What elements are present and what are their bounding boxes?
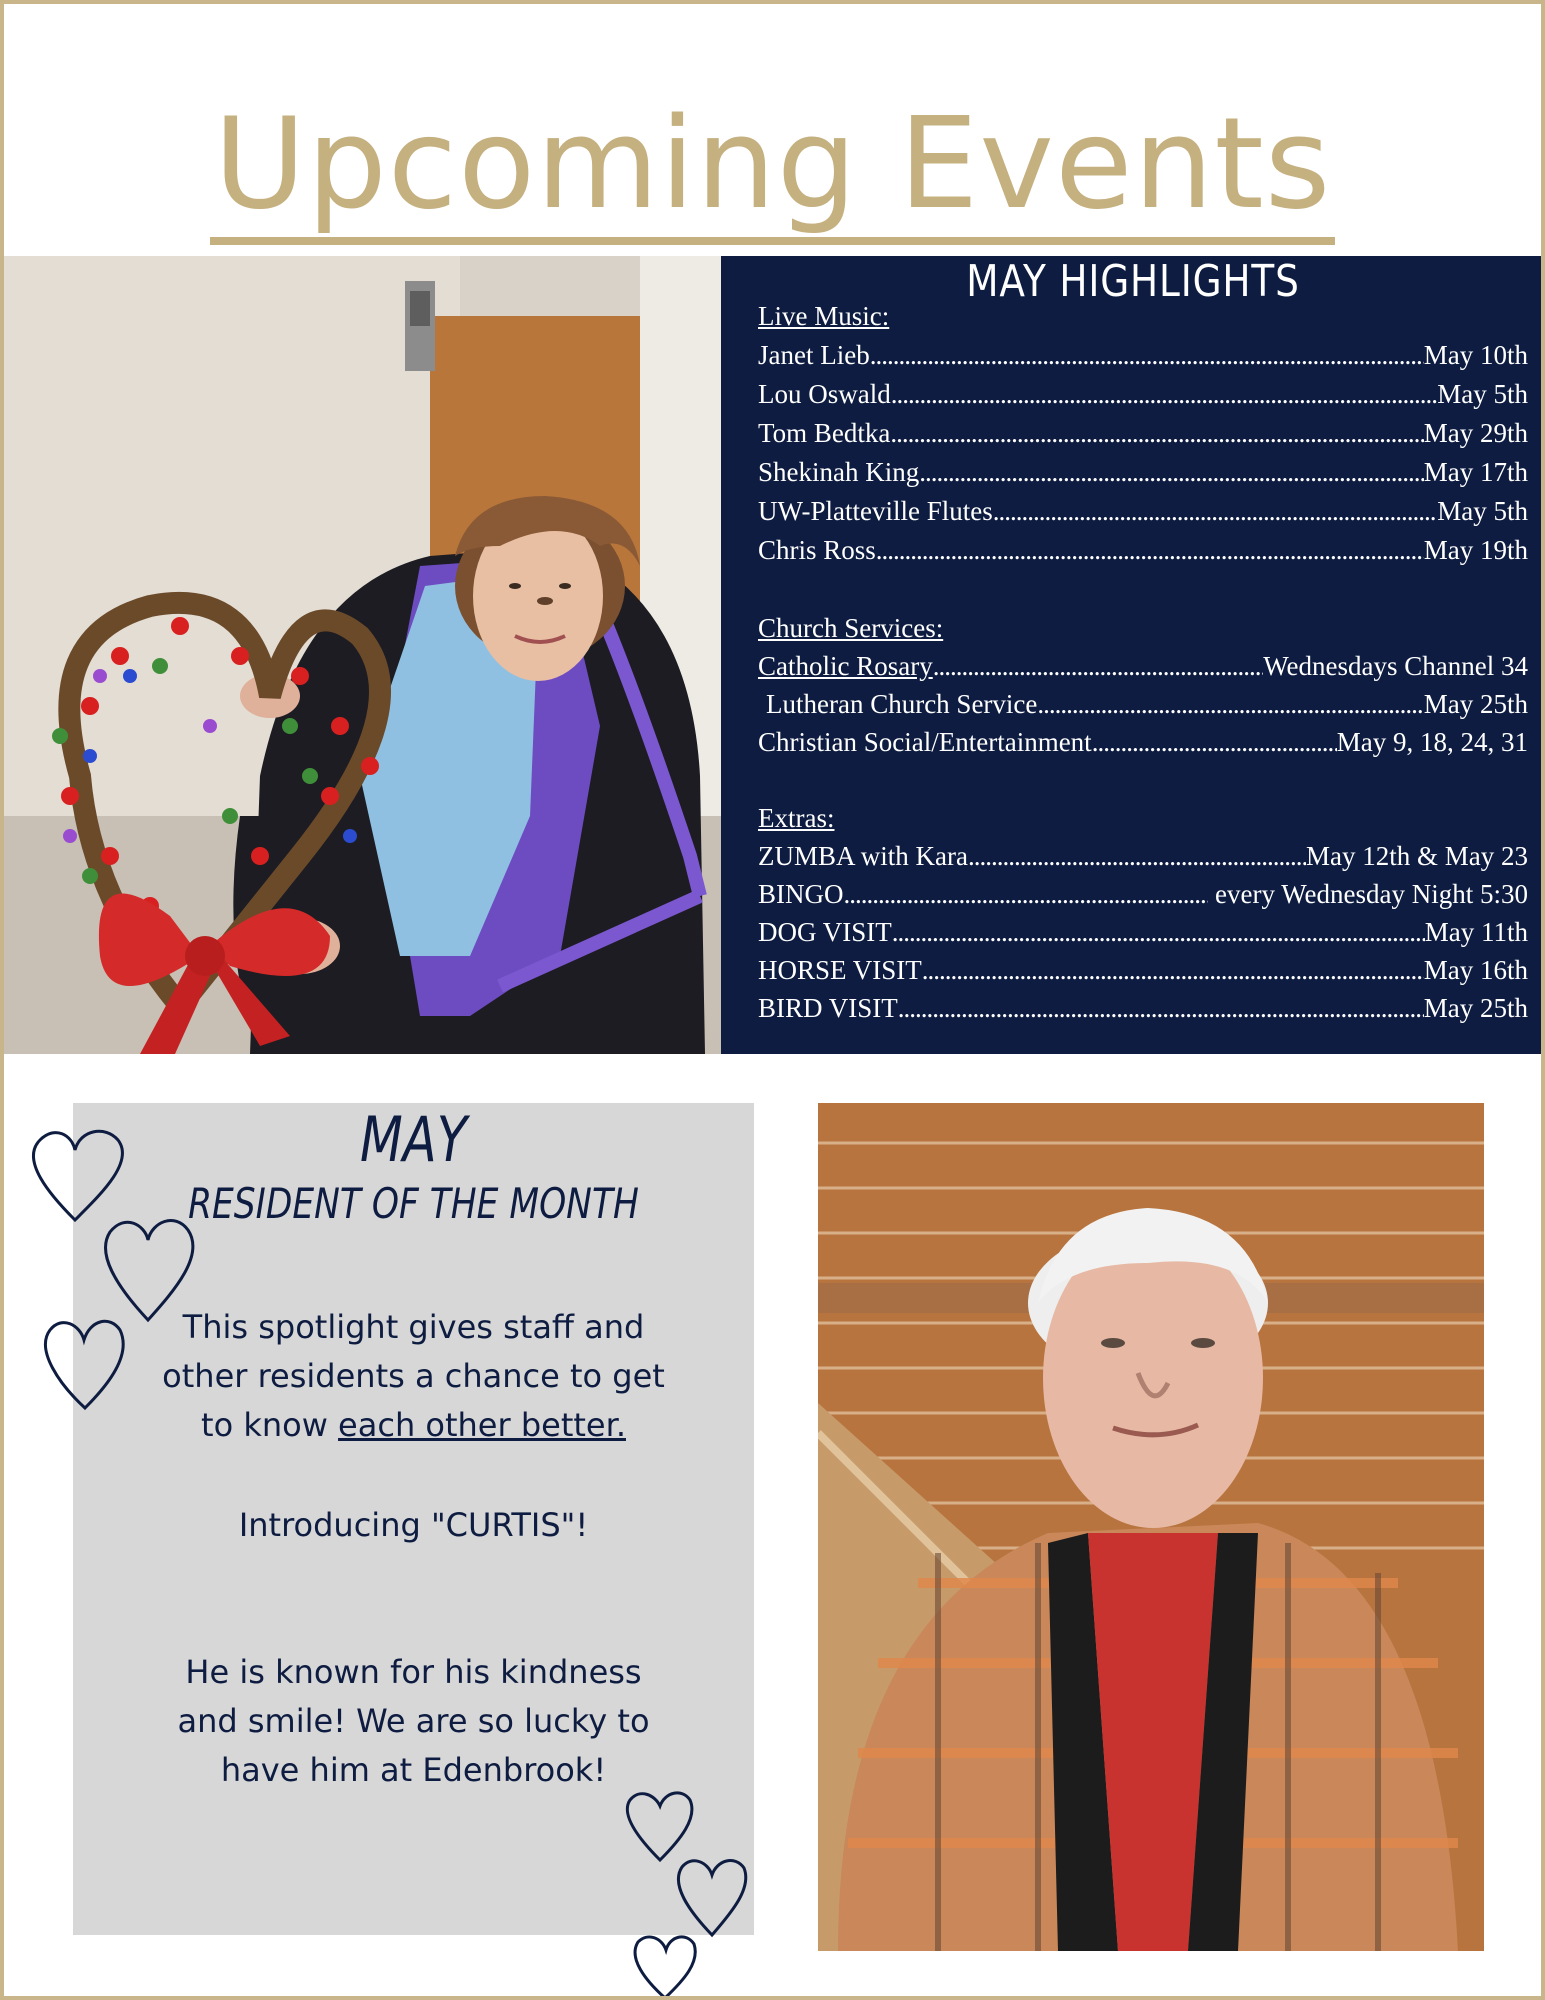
event-row: UW-Platteville Flutes ..... May 5th — [758, 493, 1528, 529]
extras-heading: Extras: — [758, 803, 835, 833]
event-row: DOG VISIT ..... May 11th — [758, 914, 1528, 950]
rotm-intro: This spotlight gives staff and other residents a chance to get to know each other better. — [162, 1308, 665, 1444]
heart-icon — [635, 1937, 695, 1998]
event-row: ZUMBA with Kara ..... May 12th & May 23 — [758, 838, 1528, 874]
may-highlights-panel — [721, 256, 1545, 1054]
page-title: Upcoming Events — [0, 95, 1545, 234]
resident-of-month-panel — [73, 1103, 754, 1935]
event-row: BINGO ..... every Wednesday Night 5:30 — [758, 876, 1528, 912]
rotm-introducing: Introducing "CURTIS"! — [238, 1506, 589, 1544]
event-row: Lou Oswald ..... May 5th — [758, 376, 1528, 412]
event-row: Chris Ross ..... May 19th — [758, 532, 1528, 568]
event-row: Catholic Rosary ..... Wednesdays Channel 34 — [758, 648, 1528, 684]
highlights-title: MAY HIGHLIGHTS — [966, 256, 1300, 307]
rotm-subtitle: RESIDENT OF THE MONTH — [188, 1179, 639, 1228]
rotm-closing: He is known for his kindness and smile! We are so lucky to have him at Edenbrook! — [177, 1653, 650, 1789]
event-row: Shekinah King ..... May 17th — [758, 454, 1528, 490]
event-row: HORSE VISIT ..... May 16th — [758, 952, 1528, 988]
event-row: Janet Lieb ..... May 10th — [758, 337, 1528, 373]
live-music-heading: Live Music: — [758, 301, 890, 331]
church-services-heading: Church Services: — [758, 613, 944, 643]
event-row: Christian Social/Entertainment ..... May 9, 18, 24, 31 — [758, 724, 1528, 760]
event-row: Lutheran Church Service ..... May 25th — [766, 686, 1528, 722]
event-row: Tom Bedtka ..... May 29th — [758, 415, 1528, 451]
resident-photo-wreath — [0, 256, 721, 1054]
resident-photo-curtis — [818, 1103, 1484, 1951]
rotm-month: MAY — [359, 1103, 468, 1176]
event-row: BIRD VISIT ..... May 25th — [758, 990, 1528, 1026]
